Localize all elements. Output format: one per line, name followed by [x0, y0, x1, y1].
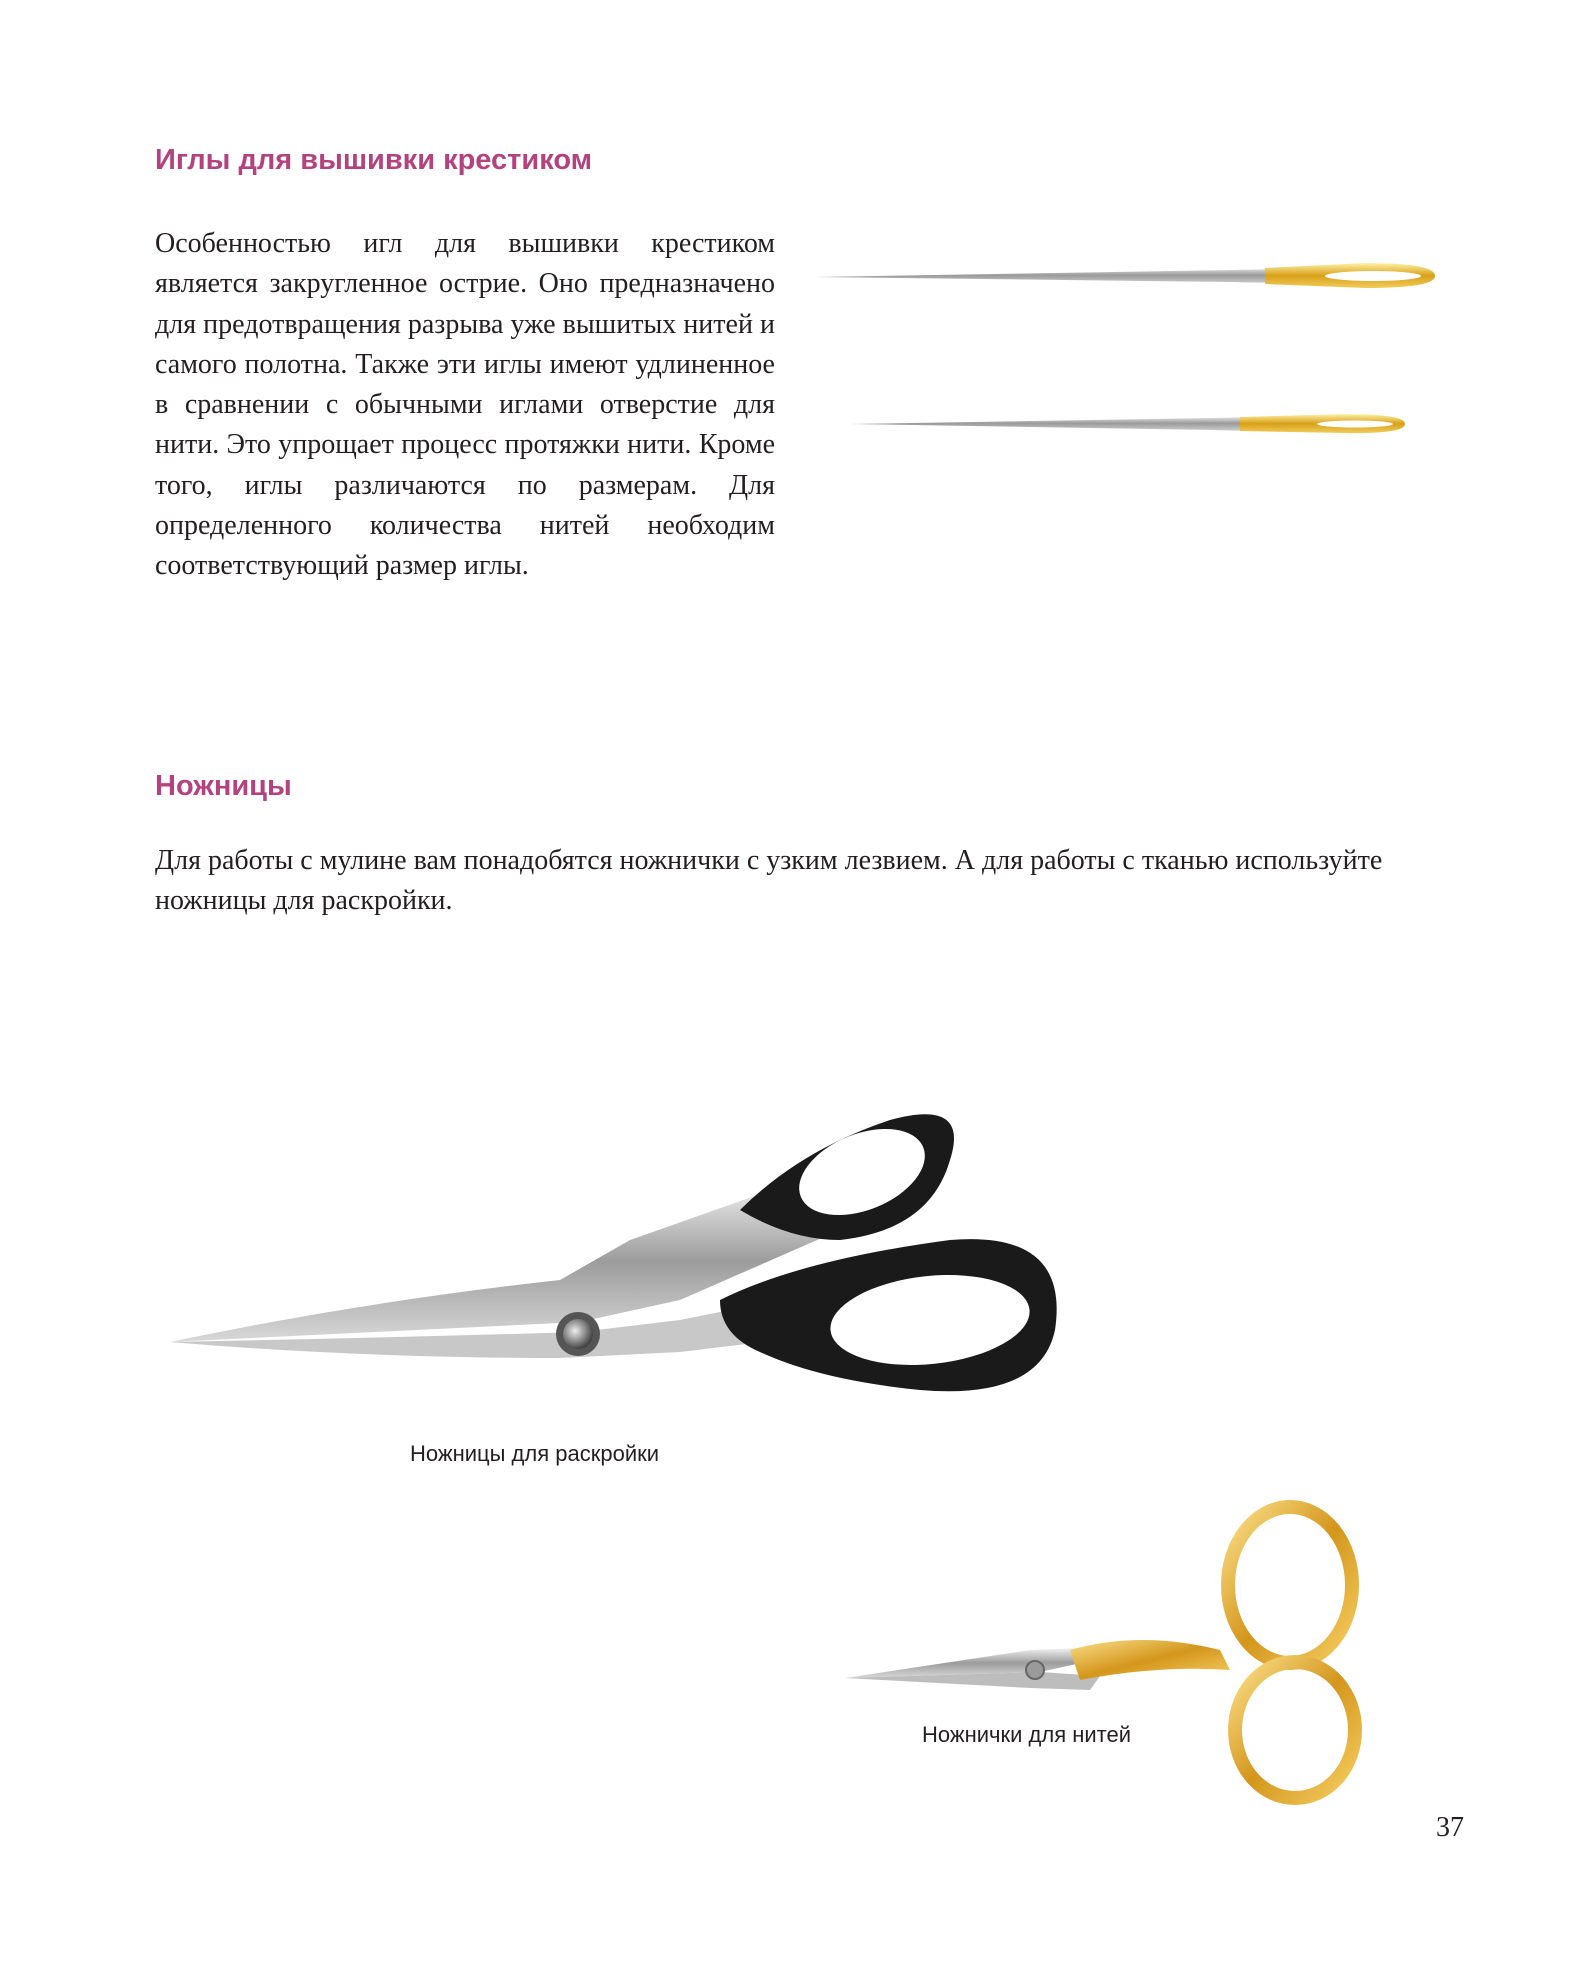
caption-thread-scissors: Ножнички для нитей [922, 1722, 1132, 1747]
thread-scissors-image [840, 1500, 1420, 1810]
thread-scissors [845, 1507, 1355, 1798]
paragraph-needles: Особенностью игл для вышивки крестиком является закругленное острие. Оно предназначено для предотвращения разрыва уже вышитых нитей и самого полотна. Также эти иглы имеют удлиненное в сравнении с обычными иглами отверстие для нити. Это упрощает процесс протяжки нити. Кроме того, иглы различаются по размерам. Для определенного количества нитей необходим соответствующий размер иглы. [155, 228, 775, 582]
paragraph-scissors: Для работы с мулине вам понадобятся ножнички с узким лезвием. А для работы с тканью используйте ножницы для раскройки. [155, 845, 1383, 917]
needle-small [850, 414, 1405, 433]
cutting-scissors [170, 1112, 1057, 1391]
page-number: 37 [1436, 1812, 1464, 1843]
needle-large [815, 263, 1435, 288]
caption-cutting-scissors: Ножницы для раскройки [410, 1441, 660, 1466]
heading-needles: Иглы для вышивки крестиком [155, 144, 593, 176]
scissors-image [160, 1090, 1070, 1420]
heading-scissors: Ножницы [155, 770, 292, 802]
needles-image [810, 255, 1440, 440]
